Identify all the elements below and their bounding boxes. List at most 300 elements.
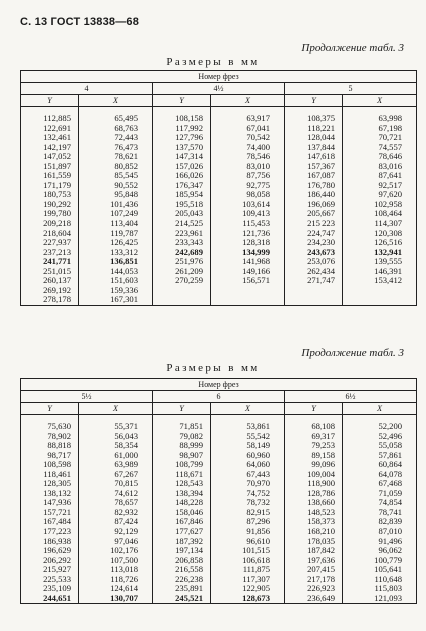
x-value-cell: 60,864 [343,460,417,470]
table-row [21,162,417,172]
y-value-cell: 205,043 [153,209,211,219]
y-value-cell: 196,069 [285,200,343,210]
x-value-cell: 85,545 [79,171,153,181]
column-header-x: X [211,403,285,415]
x-value-cell: 101,515 [211,546,285,556]
table-row [21,451,417,461]
x-value-cell: 96,610 [211,537,285,547]
x-value-cell: 97,046 [79,537,153,547]
x-value-cell: 95,848 [79,190,153,200]
x-value-cell: 65,495 [79,114,153,124]
table-row [21,171,417,181]
x-value-cell: 101,436 [79,200,153,210]
x-value-cell: 52,496 [343,432,417,442]
x-value-cell: 74,752 [211,489,285,499]
y-value-cell: 196,629 [21,546,79,556]
y-value-cell: 190,292 [21,200,79,210]
y-value-cell: 223,961 [153,229,211,239]
x-value-cell: 64,078 [343,470,417,480]
table-row [21,508,417,518]
x-value-cell: 55,542 [211,432,285,442]
x-value-cell: 151,603 [79,276,153,286]
y-value-cell: 199,780 [21,209,79,219]
y-value-cell: 226,238 [153,575,211,585]
y-value-cell: 142,197 [21,143,79,153]
x-value-cell: 98,058 [211,190,285,200]
x-value-cell: 103,614 [211,200,285,210]
y-value-cell: 197,636 [285,556,343,566]
y-value-cell: 138,660 [285,498,343,508]
y-value-cell: 186,440 [285,190,343,200]
y-value-cell: 243,673 [285,248,343,258]
x-value-cell: 78,732 [211,498,285,508]
y-value-cell: 227,937 [21,238,79,248]
x-value-cell: 115,453 [211,219,285,229]
y-value-cell: 108,158 [153,114,211,124]
x-value-cell: 136,851 [79,257,153,267]
x-value-cell: 70,542 [211,133,285,143]
x-value-cell: 58,149 [211,441,285,451]
x-value-cell: 68,763 [79,124,153,134]
x-value-cell: 52,200 [343,422,417,432]
column-header-x: X [79,403,153,415]
x-value-cell: 82,839 [343,517,417,527]
x-value-cell: 97,620 [343,190,417,200]
x-value-cell: 114,307 [343,219,417,229]
y-value-cell: 216,558 [153,565,211,575]
y-value-cell: 157,026 [153,162,211,172]
x-value-cell: 149,166 [211,267,285,277]
y-value-cell: 234,230 [285,238,343,248]
table-row [21,286,417,296]
y-value-cell: 261,209 [153,267,211,277]
x-value-cell: 133,312 [79,248,153,258]
y-value-cell: 128,305 [21,479,79,489]
y-value-cell: 176,347 [153,181,211,191]
table-row [21,460,417,470]
table-row [21,575,417,585]
table-row [21,267,417,277]
table-row [21,152,417,162]
cutter-number-header: 6 [153,391,285,403]
x-value-cell: 83,016 [343,162,417,172]
y-value-cell: 245,521 [153,594,211,604]
y-value-cell: 158,373 [285,517,343,527]
x-value-cell: 110,648 [343,575,417,585]
y-value-cell: 187,842 [285,546,343,556]
table-row [21,124,417,134]
y-value-cell: 226,923 [285,584,343,594]
x-value-cell: 87,641 [343,171,417,181]
x-value-cell: 87,010 [343,527,417,537]
x-value-cell [343,286,417,296]
y-value-cell: 278,178 [21,295,79,305]
column-header-y: Y [153,95,211,107]
x-value-cell: 61,000 [79,451,153,461]
x-value-cell: 128,318 [211,238,285,248]
table-row [21,441,417,451]
table-row [21,498,417,508]
y-value-cell: 98,717 [21,451,79,461]
y-value-cell: 180,753 [21,190,79,200]
x-value-cell: 67,468 [343,479,417,489]
y-value-cell: 166,026 [153,171,211,181]
x-value-cell: 91,496 [343,537,417,547]
table-row [21,422,417,432]
table-row [21,133,417,143]
y-value-cell: 99,096 [285,460,343,470]
table-2-title: Размеры в мм [166,362,260,374]
table-1-body [21,107,417,306]
table-row [21,517,417,527]
table-row [21,556,417,566]
x-value-cell: 102,176 [79,546,153,556]
y-value-cell [153,286,211,296]
y-value-cell: 108,598 [21,460,79,470]
y-value-cell: 242,689 [153,248,211,258]
x-value-cell: 107,500 [79,556,153,566]
y-value-cell: 118,461 [21,470,79,480]
y-value-cell: 271,747 [285,276,343,286]
x-value-cell: 139,555 [343,257,417,267]
table-row [21,209,417,219]
x-value-cell: 53,861 [211,422,285,432]
y-value-cell: 167,087 [285,171,343,181]
x-value-cell: 100,779 [343,556,417,566]
x-value-cell: 132,941 [343,248,417,258]
table-2 [20,378,417,604]
x-value-cell: 126,425 [79,238,153,248]
y-value-cell: 233,343 [153,238,211,248]
x-value-cell: 71,059 [343,489,417,499]
y-value-cell: 217,178 [285,575,343,585]
x-value-cell: 159,336 [79,286,153,296]
x-value-cell: 70,970 [211,479,285,489]
y-value-cell: 127,796 [153,133,211,143]
y-value-cell: 128,786 [285,489,343,499]
y-value-cell: 206,858 [153,556,211,566]
y-value-cell: 118,900 [285,479,343,489]
y-value-cell: 147,052 [21,152,79,162]
continuation-note-1: Продолжение табл. 3 [301,42,404,54]
y-value-cell: 147,314 [153,152,211,162]
y-value-cell: 158,046 [153,508,211,518]
y-value-cell: 251,976 [153,257,211,267]
x-value-cell: 67,198 [343,124,417,134]
x-value-cell: 82,915 [211,508,285,518]
x-value-cell: 102,958 [343,200,417,210]
x-value-cell [211,286,285,296]
x-value-cell: 57,861 [343,451,417,461]
y-value-cell: 168,210 [285,527,343,537]
column-header-x: X [79,95,153,107]
table-1-title: Размеры в мм [166,56,260,68]
x-value-cell: 167,301 [79,295,153,305]
spacer-row [21,107,417,115]
y-value-cell: 128,044 [285,133,343,143]
page-header: С. 13 ГОСТ 13838—68 [20,16,140,28]
y-value-cell: 215 223 [285,219,343,229]
y-value-cell: 117,992 [153,124,211,134]
x-value-cell: 128,673 [211,594,285,604]
x-value-cell: 109,413 [211,209,285,219]
y-value-cell: 138,132 [21,489,79,499]
x-value-cell: 74,854 [343,498,417,508]
y-value-cell: 79,082 [153,432,211,442]
y-value-cell: 98,907 [153,451,211,461]
y-value-cell: 251,015 [21,267,79,277]
y-value-cell: 185,954 [153,190,211,200]
y-value-cell: 151,897 [21,162,79,172]
y-value-cell [285,295,343,305]
x-value-cell: 91,856 [211,527,285,537]
x-value-cell: 141,968 [211,257,285,267]
y-value-cell: 118,671 [153,470,211,480]
y-value-cell: 171,179 [21,181,79,191]
x-value-cell: 74,400 [211,143,285,153]
x-value-cell: 67,041 [211,124,285,134]
table-row [21,594,417,604]
y-value-cell: 138,394 [153,489,211,499]
y-value-cell: 137,844 [285,143,343,153]
x-value-cell: 113,018 [79,565,153,575]
y-value-cell: 75,630 [21,422,79,432]
x-value-cell: 70,721 [343,133,417,143]
x-value-cell: 134,999 [211,248,285,258]
x-value-cell: 111,875 [211,565,285,575]
x-value-cell: 118,726 [79,575,153,585]
x-value-cell: 72,443 [79,133,153,143]
cutter-number-header: 4 [21,83,153,95]
table-row [21,143,417,153]
table-row [21,114,417,124]
x-value-cell: 117,307 [211,575,285,585]
y-value-cell: 122,691 [21,124,79,134]
y-value-cell: 148,523 [285,508,343,518]
y-value-cell: 167,846 [153,517,211,527]
cutter-number-header: 4½ [153,83,285,95]
x-value-cell: 80,852 [79,162,153,172]
x-value-cell: 92,129 [79,527,153,537]
y-value-cell: 209,218 [21,219,79,229]
y-value-cell [153,295,211,305]
y-value-cell: 177,627 [153,527,211,537]
y-value-cell: 79,253 [285,441,343,451]
cutter-number-header: 5½ [21,391,153,403]
x-value-cell: 63,917 [211,114,285,124]
y-value-cell: 157,721 [21,508,79,518]
x-value-cell: 144,053 [79,267,153,277]
y-value-cell: 137,570 [153,143,211,153]
x-value-cell: 78,646 [343,152,417,162]
y-value-cell: 215,927 [21,565,79,575]
y-value-cell [285,286,343,296]
y-value-cell: 186,938 [21,537,79,547]
x-value-cell: 78,657 [79,498,153,508]
y-value-cell: 235,891 [153,584,211,594]
x-value-cell: 107,249 [79,209,153,219]
y-value-cell: 71,851 [153,422,211,432]
x-value-cell: 58,354 [79,441,153,451]
x-value-cell: 63,989 [79,460,153,470]
column-header-y: Y [285,95,343,107]
y-value-cell: 109,004 [285,470,343,480]
y-value-cell: 132,461 [21,133,79,143]
x-value-cell: 122,905 [211,584,285,594]
x-value-cell: 113,404 [79,219,153,229]
y-value-cell: 214,525 [153,219,211,229]
group-header: Номер фрез [21,71,417,83]
y-value-cell: 244,651 [21,594,79,604]
x-value-cell [343,295,417,305]
table-row [21,479,417,489]
x-value-cell: 67,443 [211,470,285,480]
x-value-cell: 120,308 [343,229,417,239]
x-value-cell: 119,787 [79,229,153,239]
x-value-cell: 108,464 [343,209,417,219]
table-row [21,295,417,305]
column-header-y: Y [153,403,211,415]
y-value-cell: 118,221 [285,124,343,134]
y-value-cell: 260,137 [21,276,79,286]
y-value-cell: 206,292 [21,556,79,566]
table-row [21,219,417,229]
x-value-cell: 67,267 [79,470,153,480]
y-value-cell: 147,618 [285,152,343,162]
x-value-cell: 83,010 [211,162,285,172]
y-value-cell: 157,367 [285,162,343,172]
table-row [21,565,417,575]
y-value-cell: 161,559 [21,171,79,181]
y-value-cell: 218,604 [21,229,79,239]
y-value-cell: 225,533 [21,575,79,585]
x-value-cell: 55,371 [79,422,153,432]
x-value-cell: 124,614 [79,584,153,594]
table-row [21,248,417,258]
y-value-cell: 68,108 [285,422,343,432]
y-value-cell: 128,543 [153,479,211,489]
x-value-cell: 156,571 [211,276,285,286]
y-value-cell: 108,799 [153,460,211,470]
x-value-cell: 60,960 [211,451,285,461]
x-value-cell: 115,803 [343,584,417,594]
table-row [21,200,417,210]
table-1 [20,70,417,306]
table-row [21,470,417,480]
x-value-cell: 121,736 [211,229,285,239]
y-value-cell: 108,375 [285,114,343,124]
x-value-cell: 90,552 [79,181,153,191]
y-value-cell: 88,818 [21,441,79,451]
x-value-cell: 70,815 [79,479,153,489]
x-value-cell: 78,741 [343,508,417,518]
y-value-cell: 89,158 [285,451,343,461]
y-value-cell: 207,415 [285,565,343,575]
table-row [21,257,417,267]
cutter-number-header: 6½ [285,391,417,403]
x-value-cell: 106,618 [211,556,285,566]
x-value-cell: 78,621 [79,152,153,162]
column-header-x: X [343,403,417,415]
x-value-cell: 92,775 [211,181,285,191]
x-value-cell: 74,612 [79,489,153,499]
table-row [21,584,417,594]
y-value-cell: 253,076 [285,257,343,267]
y-value-cell: 270,259 [153,276,211,286]
y-value-cell: 235,109 [21,584,79,594]
y-value-cell: 224,747 [285,229,343,239]
table-row [21,276,417,286]
table-row [21,527,417,537]
x-value-cell: 87,756 [211,171,285,181]
y-value-cell: 269,192 [21,286,79,296]
table-row [21,238,417,248]
y-value-cell: 237,213 [21,248,79,258]
table-row [21,190,417,200]
spacer-row [21,415,417,423]
table-row [21,537,417,547]
x-value-cell: 121,093 [343,594,417,604]
column-header-y: Y [21,95,79,107]
x-value-cell: 87,424 [79,517,153,527]
x-value-cell: 78,546 [211,152,285,162]
x-value-cell: 74,557 [343,143,417,153]
y-value-cell: 178,035 [285,537,343,547]
x-value-cell: 63,998 [343,114,417,124]
y-value-cell: 195,518 [153,200,211,210]
table-row [21,489,417,499]
y-value-cell: 187,392 [153,537,211,547]
x-value-cell: 56,043 [79,432,153,442]
x-value-cell: 126,516 [343,238,417,248]
x-value-cell: 96,062 [343,546,417,556]
continuation-note-2: Продолжение табл. 3 [301,347,404,359]
x-value-cell: 130,707 [79,594,153,604]
y-value-cell: 205,667 [285,209,343,219]
x-value-cell: 153,412 [343,276,417,286]
y-value-cell: 176,780 [285,181,343,191]
x-value-cell: 105,641 [343,565,417,575]
y-value-cell: 236,649 [285,594,343,604]
x-value-cell: 92,517 [343,181,417,191]
y-value-cell: 69,317 [285,432,343,442]
y-value-cell: 147,936 [21,498,79,508]
x-value-cell: 87,296 [211,517,285,527]
column-header-y: Y [21,403,79,415]
y-value-cell: 88,999 [153,441,211,451]
y-value-cell: 78,902 [21,432,79,442]
y-value-cell: 148,228 [153,498,211,508]
x-value-cell: 82,932 [79,508,153,518]
y-value-cell: 112,885 [21,114,79,124]
y-value-cell: 241,771 [21,257,79,267]
y-value-cell: 167,484 [21,517,79,527]
column-header-x: X [343,95,417,107]
table-row [21,229,417,239]
y-value-cell: 262,434 [285,267,343,277]
table-row [21,432,417,442]
column-header-x: X [211,95,285,107]
y-value-cell: 197,134 [153,546,211,556]
column-header-y: Y [285,403,343,415]
table-2-body [21,415,417,604]
x-value-cell: 76,473 [79,143,153,153]
x-value-cell: 64,060 [211,460,285,470]
table-row [21,181,417,191]
table-row [21,546,417,556]
x-value-cell [211,295,285,305]
group-header: Номер фрез [21,379,417,391]
